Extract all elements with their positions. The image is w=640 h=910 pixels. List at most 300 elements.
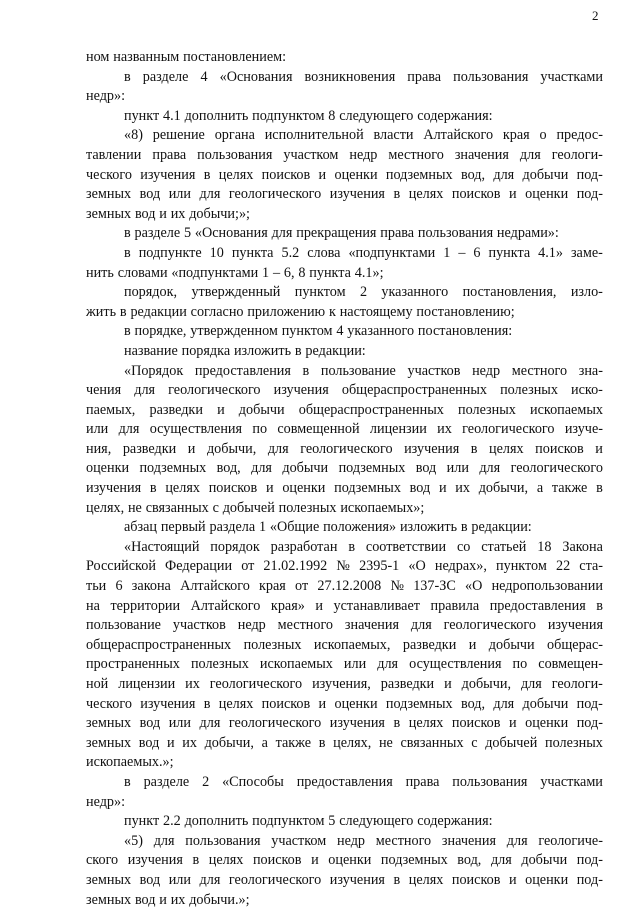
word: и	[315, 597, 323, 614]
word: от	[241, 558, 255, 575]
word: осуществления	[149, 421, 243, 438]
word: 4.1»	[538, 244, 563, 261]
word: земных	[86, 734, 132, 751]
word: недр	[349, 146, 378, 163]
word: редакции:	[471, 519, 532, 536]
word: добычи.»;	[189, 891, 250, 908]
word: под-	[576, 715, 603, 732]
word: «Основания	[194, 225, 268, 242]
word: лицензии	[369, 421, 427, 438]
word: или	[168, 186, 191, 203]
word: разведки	[149, 401, 203, 418]
word: Федерации	[165, 558, 233, 575]
word: положения»	[323, 519, 397, 536]
word: «Порядок	[124, 362, 184, 379]
text-line	[86, 499, 603, 519]
word: лицензии	[118, 676, 176, 692]
word: разведки	[380, 676, 435, 692]
word: для	[493, 166, 515, 183]
word: и	[187, 440, 196, 457]
word: Алтайского	[190, 597, 261, 614]
word: порядка	[181, 342, 231, 359]
word: значения	[454, 146, 509, 163]
word: края»	[270, 597, 305, 614]
word: изучения	[140, 695, 196, 712]
word: предоставления	[194, 362, 291, 379]
text-line	[86, 459, 603, 479]
word: геологического	[228, 186, 322, 203]
word: 4	[336, 323, 344, 340]
word: постановлением:	[183, 49, 287, 65]
word: под-	[576, 871, 603, 888]
word: изучения	[127, 852, 183, 869]
word: добычи	[238, 401, 285, 418]
word: для	[520, 676, 542, 692]
word: изложить	[399, 519, 458, 536]
word: и	[318, 695, 327, 712]
word: вод	[139, 871, 161, 888]
word: статьей	[481, 538, 527, 555]
word: добычи,	[206, 440, 257, 457]
word: 22	[555, 558, 571, 575]
word: о	[539, 127, 547, 144]
word: 6	[473, 244, 481, 261]
word: изучения,	[312, 676, 371, 692]
word: оценки	[525, 715, 569, 732]
word: названным	[113, 49, 180, 65]
word: название	[124, 342, 178, 359]
word: и	[311, 852, 319, 869]
word: полезных	[190, 656, 249, 673]
word: тьи	[86, 578, 107, 595]
text-line	[86, 636, 603, 656]
text-line	[86, 440, 603, 460]
word: совмещен-	[538, 656, 603, 673]
text-line	[86, 87, 603, 107]
word: совмещенной	[277, 421, 360, 438]
word: 5	[328, 813, 336, 830]
word: подземных	[380, 852, 448, 869]
word: добычей	[485, 734, 538, 751]
word: для	[118, 421, 140, 438]
word: изучения	[329, 871, 385, 888]
word: ном	[86, 49, 110, 65]
word: «Способы	[222, 773, 284, 790]
word: добычей	[222, 499, 275, 516]
word: земных	[86, 186, 132, 203]
word: предоставления	[296, 773, 393, 790]
word: редакции:	[305, 342, 366, 359]
word: изучения	[404, 440, 460, 457]
word: изучения	[86, 480, 142, 497]
word: для	[271, 225, 293, 242]
word: –	[458, 244, 466, 261]
word: пункта	[488, 244, 531, 261]
word: пункт	[124, 813, 160, 830]
word: ископаемых	[259, 656, 333, 673]
page-number: 2	[592, 8, 599, 23]
text-line	[86, 283, 603, 303]
word: редакции	[130, 303, 187, 320]
word: с	[212, 499, 219, 516]
word: и	[438, 480, 447, 497]
word: от	[295, 578, 309, 595]
word: 1	[443, 244, 451, 261]
word: участков	[172, 617, 226, 634]
word: 8	[298, 264, 306, 281]
word: 2395-1	[359, 558, 400, 575]
text-line	[86, 655, 603, 675]
word: подземных	[338, 460, 406, 477]
word: и	[508, 715, 517, 732]
word: 1	[258, 519, 267, 536]
word: в	[596, 480, 603, 497]
word: полезных	[458, 401, 516, 418]
text-line	[86, 224, 603, 244]
text-line	[86, 244, 603, 264]
word: по	[252, 421, 268, 438]
word: а	[261, 734, 268, 751]
word: недр	[237, 617, 266, 634]
word: недропользовании	[491, 578, 603, 595]
word: целях,	[333, 734, 372, 751]
word: пункта	[309, 264, 351, 281]
word: разведки	[122, 440, 177, 457]
word: общераспространенных	[86, 636, 232, 653]
word: 2	[202, 773, 210, 790]
word: 5.2	[281, 244, 300, 261]
text-line	[86, 871, 603, 891]
word: или	[168, 871, 191, 888]
word: пользования	[453, 68, 529, 85]
word: 1	[262, 264, 270, 281]
word: геологи-	[551, 676, 603, 692]
word: решение	[152, 127, 205, 144]
word: 21.02.1992	[263, 558, 328, 575]
word: добычи	[282, 460, 329, 477]
word: поисков	[208, 480, 258, 497]
word: оценки	[525, 186, 569, 203]
word: территории	[110, 597, 181, 614]
word: раздела	[209, 519, 256, 536]
word: для	[199, 715, 221, 732]
word: чения	[86, 382, 122, 399]
text-line	[86, 538, 603, 558]
text-line	[86, 851, 603, 871]
word: геологического	[228, 871, 322, 888]
word: в	[393, 186, 401, 203]
text-line	[86, 773, 603, 793]
word: вод,	[216, 460, 241, 477]
word: оценки	[86, 460, 130, 477]
word: в	[124, 323, 131, 340]
word: геологи-	[551, 146, 603, 163]
text-line	[86, 401, 603, 421]
word: поисков	[252, 852, 302, 869]
word: целях	[165, 480, 200, 497]
word: ископаемых.»;	[86, 754, 174, 771]
word: изучения	[273, 382, 329, 399]
word: не	[127, 499, 142, 516]
word: прекращения	[296, 225, 377, 242]
word: оценки	[282, 480, 326, 497]
word: «5)	[124, 832, 143, 849]
word: 18	[537, 538, 552, 555]
word: или	[86, 421, 109, 438]
word: добычи,	[478, 480, 529, 497]
word: паемых,	[86, 401, 136, 418]
word: закона	[131, 578, 171, 595]
word: словами	[117, 264, 168, 281]
word: целях	[408, 715, 444, 732]
word: недр»:	[86, 88, 126, 105]
word: или	[446, 460, 469, 477]
word: «Общие	[269, 519, 320, 536]
word: 27.12.2008	[317, 578, 382, 595]
text-line	[86, 734, 603, 754]
word: заме-	[570, 244, 603, 261]
word: органа	[214, 127, 255, 144]
word: Российской	[86, 558, 156, 575]
word: тавлении	[86, 146, 142, 163]
word: общераспространенных	[341, 382, 487, 399]
word: подпунктом	[252, 813, 325, 830]
word: целях,	[86, 499, 125, 516]
word: изучения	[547, 617, 603, 634]
word: участками	[540, 773, 603, 790]
word: и	[217, 401, 225, 418]
word: подземных	[385, 695, 453, 712]
word: вод	[138, 734, 160, 751]
word: подпункте	[138, 244, 202, 261]
word: 137-ЗС	[413, 578, 456, 595]
word: 2.2	[163, 813, 181, 830]
text-line	[86, 557, 603, 577]
word: постановления:	[417, 323, 513, 340]
word: недрах»,	[434, 558, 487, 575]
word: в	[302, 362, 310, 379]
word: поисков	[451, 715, 501, 732]
word: разведки	[402, 636, 457, 653]
word: их	[185, 676, 200, 692]
text-line	[86, 577, 603, 597]
word: под-	[576, 186, 603, 203]
word: пунктом	[294, 284, 346, 301]
word: вод,	[460, 695, 486, 712]
word: вод,	[457, 852, 482, 869]
word: недр»:	[86, 793, 126, 810]
word: указанного	[381, 284, 449, 301]
word: для	[251, 460, 272, 477]
word: пространенных	[86, 656, 180, 673]
text-line	[86, 48, 603, 68]
word: разделе	[134, 225, 181, 242]
word: в	[294, 342, 302, 359]
word: края	[502, 127, 530, 144]
word: следующего	[339, 107, 414, 124]
word: права	[380, 225, 415, 242]
word: Алтайского	[180, 578, 250, 595]
word: полезных	[500, 382, 558, 399]
text-line	[86, 166, 603, 186]
word: их	[455, 480, 470, 497]
text-line	[86, 753, 603, 773]
word: слова	[307, 244, 341, 261]
word: приложению	[247, 303, 326, 320]
word: ческого	[86, 695, 132, 712]
word: пользования	[417, 225, 494, 242]
word: устанавливает	[333, 597, 420, 614]
word: для	[490, 852, 512, 869]
word: пользования	[197, 146, 273, 163]
word: для	[377, 656, 399, 673]
word: под-	[576, 695, 603, 712]
word: участком	[271, 832, 327, 849]
word: земных	[86, 871, 132, 888]
word: в	[596, 597, 603, 614]
word: полезных	[243, 636, 302, 653]
word: 4.1»;	[354, 264, 384, 281]
word: правила	[430, 597, 480, 614]
word: добычи	[522, 166, 569, 183]
word: права	[407, 68, 442, 85]
word: для	[199, 186, 221, 203]
text-line	[86, 812, 603, 832]
word: №	[390, 578, 404, 595]
word: указанного	[347, 323, 415, 340]
word: пункт	[124, 107, 160, 124]
word: или	[168, 715, 191, 732]
word: ского	[86, 852, 119, 869]
word: вод,	[460, 166, 486, 183]
word: целях	[218, 695, 254, 712]
word: изло-	[570, 284, 603, 301]
word: Закона	[562, 538, 603, 555]
word: значения	[344, 617, 399, 634]
word: их	[437, 421, 452, 438]
word: вод	[409, 480, 431, 497]
word: также	[551, 480, 588, 497]
word: добычи	[488, 636, 535, 653]
word: в	[393, 871, 401, 888]
word: зна-	[578, 362, 603, 379]
word: в	[119, 303, 127, 320]
word: 5	[184, 225, 192, 242]
word: общерас-	[547, 636, 603, 653]
word: ния,	[86, 440, 112, 457]
text-line	[86, 891, 603, 910]
word: в	[460, 519, 468, 536]
word: оценки	[525, 871, 569, 888]
word: 6,	[283, 264, 295, 281]
text-line	[86, 597, 603, 617]
word: земных	[86, 715, 132, 732]
word: и	[159, 205, 167, 222]
word: разделе	[142, 68, 189, 85]
word: ста-	[579, 558, 603, 575]
word: вод	[139, 715, 161, 732]
word: права	[152, 146, 187, 163]
word: поисков	[451, 871, 501, 888]
text-line	[86, 68, 603, 88]
word: в	[124, 773, 131, 790]
word: и	[468, 636, 477, 653]
text-line	[86, 205, 603, 225]
text-line	[86, 381, 603, 401]
word: для	[410, 617, 432, 634]
word: в	[124, 225, 131, 242]
word: в	[203, 166, 211, 183]
word: «8)	[124, 127, 143, 144]
word: геологического	[462, 421, 555, 438]
word: общераспространенных	[298, 401, 444, 418]
word: ископаемых	[530, 401, 603, 418]
word: не	[378, 734, 393, 751]
word: ной	[86, 676, 109, 692]
word: поисков	[535, 440, 584, 457]
word: для	[134, 382, 156, 399]
word: ископаемых»;	[340, 499, 425, 516]
word: ископаемых,	[313, 636, 391, 653]
word: вод	[134, 891, 156, 908]
word: участками	[540, 68, 603, 85]
word: власти	[373, 127, 414, 144]
text-line	[86, 322, 603, 342]
word: порядок,	[124, 284, 178, 301]
text-line	[86, 107, 603, 127]
word: геологического	[168, 382, 261, 399]
word: и	[318, 166, 327, 183]
word: местного	[388, 146, 444, 163]
word: в	[192, 852, 200, 869]
word: 6	[115, 578, 123, 595]
word: целях	[218, 166, 254, 183]
text-line	[86, 362, 603, 382]
word: осуществления	[409, 656, 502, 673]
text-line	[86, 420, 603, 440]
text-line	[86, 714, 603, 734]
text-line	[86, 832, 603, 852]
word: пункта	[231, 244, 274, 261]
word: нить	[86, 264, 114, 281]
word: 4.1	[163, 107, 181, 124]
word: по	[512, 656, 528, 673]
word: недр	[472, 362, 501, 379]
word: полезных	[278, 499, 337, 516]
word: местного	[375, 832, 432, 849]
word: предоставления	[489, 597, 586, 614]
word: для	[519, 146, 541, 163]
word: оценки	[328, 852, 372, 869]
word: земных	[86, 891, 132, 908]
word: утвержденном	[190, 323, 278, 340]
word: связанных	[400, 734, 464, 751]
word: №	[336, 558, 350, 575]
word: связанных	[145, 499, 209, 516]
word: добычи;»;	[189, 205, 250, 222]
word: следующего	[339, 813, 414, 830]
word: геологического	[443, 617, 536, 634]
word: подземных	[385, 166, 453, 183]
word: с	[471, 734, 478, 751]
word: ческого	[86, 166, 132, 183]
word: пунктом	[496, 558, 547, 575]
word: дополнить	[184, 107, 249, 124]
word: содержания:	[417, 813, 493, 830]
word: возникновения	[304, 68, 396, 85]
word: согласно	[190, 303, 244, 320]
word: поисков	[451, 186, 501, 203]
